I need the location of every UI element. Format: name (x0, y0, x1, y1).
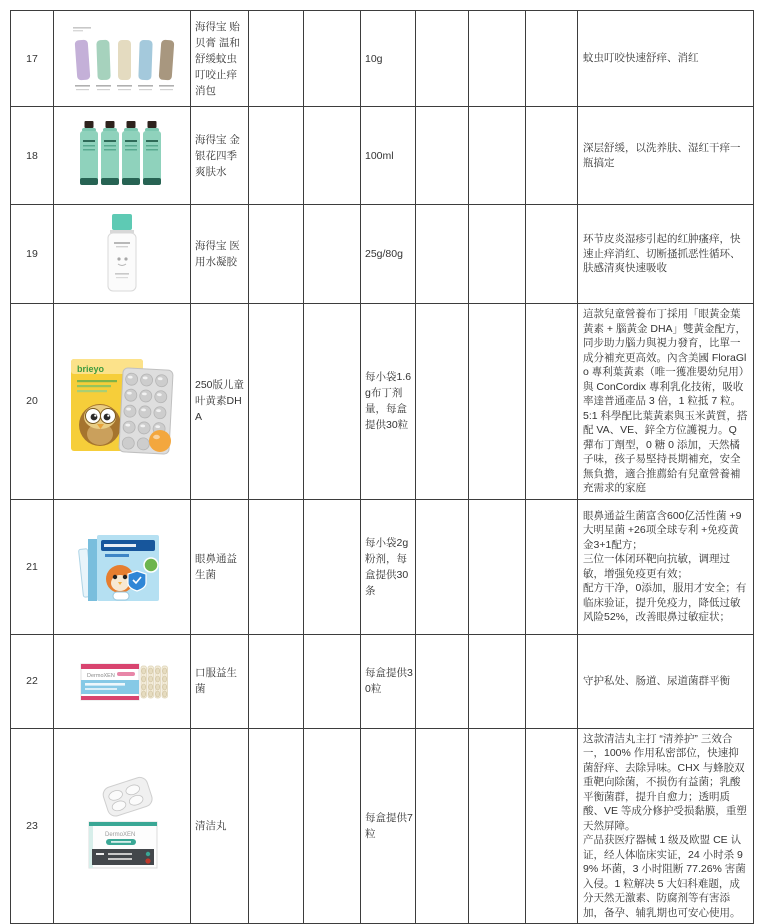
spec-cell[interactable]: 25g/80g (361, 205, 416, 304)
empty-cell[interactable] (469, 304, 526, 500)
empty-cell[interactable] (249, 499, 304, 634)
empty-cell[interactable] (469, 634, 526, 728)
empty-cell[interactable] (416, 304, 469, 500)
description-cell[interactable]: 深层舒缓，以洗养肤、湿红干痒一瓶搞定 (578, 107, 754, 205)
product-image-cell[interactable] (54, 205, 191, 304)
table-row (11, 634, 754, 728)
empty-cell[interactable] (416, 728, 469, 924)
spec-cell[interactable]: 100ml (361, 107, 416, 205)
row-number-cell[interactable]: 22 (11, 634, 54, 728)
empty-cell[interactable] (469, 205, 526, 304)
spec-cell[interactable]: 10g (361, 11, 416, 107)
empty-cell[interactable] (416, 634, 469, 728)
spec-cell[interactable]: 每小袋2g粉剂，每盒提供30条 (361, 499, 416, 634)
empty-cell[interactable] (469, 11, 526, 107)
description-cell[interactable]: 环节皮炎湿疹引起的红肿瘙痒，快速止痒消红、切断搔抓恶性循环、肤感清爽快速吸收 (578, 205, 754, 304)
description-cell[interactable]: 这款清洁丸主打 “清养护” 三效合一，100% 作用私密部位，快速抑菌舒痒、去除异味。CHX 与蜂胶双重靶向除菌，不损伤有益菌；乳酸平衡菌群，提升自愈力；透明质酸、VE 等成分修护受损黏膜，重塑天然屏障。 产品获医疗器械 1 级及欧盟 CE 认证，经人体临床实证，24 小时杀 99% 坏菌，3 小时阻断 77.26% 害菌入侵。1 粒解决 5 大妇科难题，成分天然无激素、防腐剂等有害添加，备孕、辅乳期也可安心使用。 (578, 728, 754, 924)
product-name-cell[interactable]: 海得宝 金银花四季爽肤水 (191, 107, 249, 205)
empty-cell[interactable] (469, 499, 526, 634)
product-name-cell[interactable]: 海得宝 医用水凝胶 (191, 205, 249, 304)
empty-cell[interactable] (526, 11, 578, 107)
table-row (11, 728, 754, 924)
product-image-cell[interactable] (54, 499, 191, 634)
product-photo-cleansing-pill-box (75, 772, 170, 880)
product-photo-lutein-box-blister (67, 343, 177, 459)
product-photo-oral-probiotic-box (75, 652, 170, 710)
product-image-cell[interactable] (54, 11, 191, 107)
spec-cell[interactable]: 每盒提供30粒 (361, 634, 416, 728)
empty-cell[interactable] (249, 634, 304, 728)
product-name-cell[interactable]: 口服益生菌 (191, 634, 249, 728)
empty-cell[interactable] (249, 107, 304, 205)
empty-cell[interactable] (249, 205, 304, 304)
product-name-cell[interactable]: 250版儿童叶黄素DHA (191, 304, 249, 500)
product-photo-probiotic-blue-box (75, 521, 170, 613)
empty-cell[interactable] (469, 728, 526, 924)
brand-text-dermoxen: DermoXEN (104, 831, 135, 838)
empty-cell[interactable] (249, 304, 304, 500)
description-cell[interactable]: 眼鼻通益生菌富含600亿活性菌 +9大明星菌 +26项全球专利 +免疫黄金3+1配方； 三位一体闭环靶向抗敏，调理过敏，增强免疫更有效； 配方干净，0添加，服用才安全；有临床验证，提升免疫力，降低过敏风险52%，改善眼鼻过敏症状； (578, 499, 754, 634)
empty-cell[interactable] (526, 107, 578, 205)
table-row (11, 205, 754, 304)
product-name-cell[interactable]: 眼鼻通益生菌 (191, 499, 249, 634)
empty-cell[interactable] (304, 205, 361, 304)
spec-cell[interactable]: 每盒提供7粒 (361, 728, 416, 924)
product-table (10, 10, 754, 924)
row-number-cell[interactable]: 17 (11, 11, 54, 107)
product-image-cell[interactable] (54, 728, 191, 924)
spec-cell[interactable]: 每小袋1.6g布丁剂量，每盒提供30粒 (361, 304, 416, 500)
product-photo-mint-bottles (72, 119, 172, 193)
empty-cell[interactable] (304, 634, 361, 728)
empty-cell[interactable] (304, 499, 361, 634)
empty-cell[interactable] (416, 205, 469, 304)
empty-cell[interactable] (304, 107, 361, 205)
product-name-cell[interactable]: 清洁丸 (191, 728, 249, 924)
empty-cell[interactable] (304, 304, 361, 500)
empty-cell[interactable] (304, 728, 361, 924)
product-name-cell[interactable]: 海得宝 贻贝膏 温和舒缓蚊虫叮咬止痒消包 (191, 11, 249, 107)
row-number-cell[interactable]: 23 (11, 728, 54, 924)
brand-text-dermoxen-pink: DermoXEN (86, 673, 115, 679)
product-image-cell[interactable] (54, 634, 191, 728)
empty-cell[interactable] (526, 205, 578, 304)
product-image-cell[interactable] (54, 304, 191, 500)
description-cell[interactable]: 這款兒童營養布丁採用「眼黃金葉黃素 + 腦黃金 DHA」雙黃金配方，同步助力腦力與視力發育，比單一成分補充更高效。內含美國 FloraGlo 專利葉黃素（唯一獲准嬰幼兒用）與 ConCordix 專利乳化技術，吸收率達普通產品 3 倍，1 粒抵 7 粒。 5:1 科學配比葉黃素與玉米黃質，搭配 VA、VE、鋅全方位護視力。Q 彈布丁劑型，0 糖 0 添加，天然橘子味，孩子易堅持長期補充，安全無負擔，適合推薦給有兒童營養補充需求的家庭 (578, 304, 754, 500)
empty-cell[interactable] (416, 11, 469, 107)
table-row (11, 304, 754, 500)
empty-cell[interactable] (304, 11, 361, 107)
empty-cell[interactable] (416, 499, 469, 634)
table-row (11, 107, 754, 205)
row-number-cell[interactable]: 19 (11, 205, 54, 304)
description-cell[interactable]: 蚊虫叮咬快速舒痒、消红 (578, 11, 754, 107)
empty-cell[interactable] (469, 107, 526, 205)
row-number-cell[interactable]: 20 (11, 304, 54, 500)
row-number-cell[interactable]: 21 (11, 499, 54, 634)
product-photo-pastel-pouches (60, 19, 185, 99)
row-number-cell[interactable]: 18 (11, 107, 54, 205)
description-cell[interactable]: 守护私处、肠道、尿道菌群平衡 (578, 634, 754, 728)
empty-cell[interactable] (249, 728, 304, 924)
table-row (11, 499, 754, 634)
product-image-cell[interactable] (54, 107, 191, 205)
empty-cell[interactable] (526, 728, 578, 924)
empty-cell[interactable] (526, 499, 578, 634)
empty-cell[interactable] (416, 107, 469, 205)
empty-cell[interactable] (526, 634, 578, 728)
table-row (11, 11, 754, 107)
empty-cell[interactable] (249, 11, 304, 107)
brand-text-brieyo: brieyo (77, 364, 105, 375)
product-photo-pump-bottle (92, 210, 152, 298)
empty-cell[interactable] (526, 304, 578, 500)
